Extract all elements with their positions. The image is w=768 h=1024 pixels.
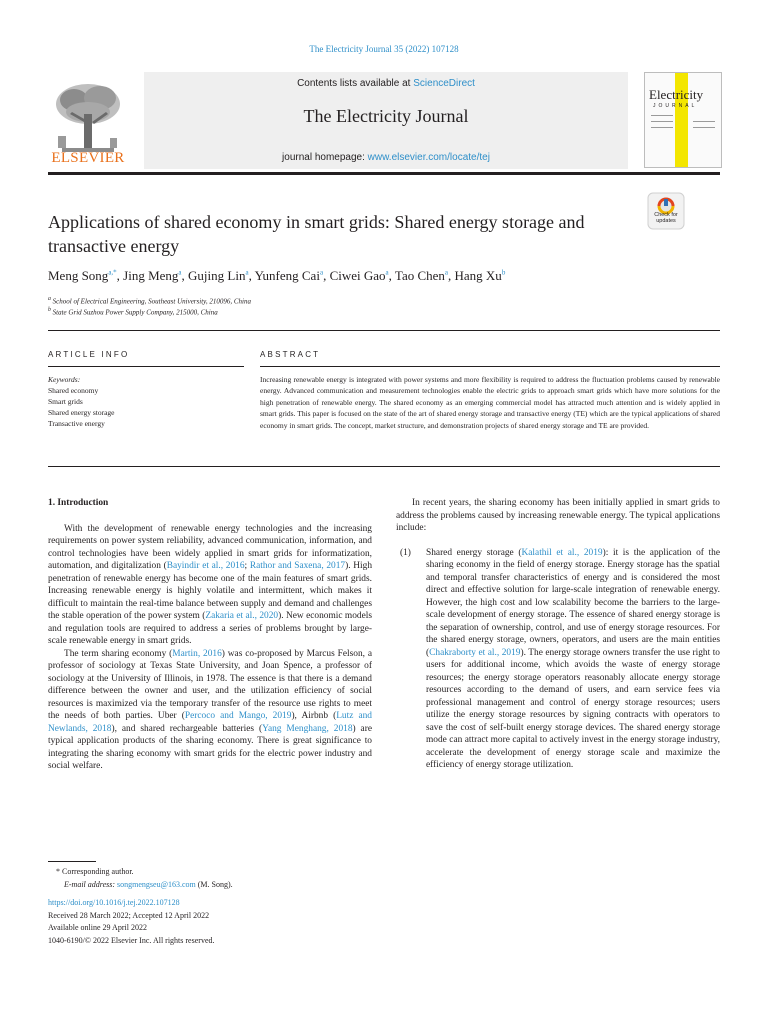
elsevier-wordmark: ELSEVIER <box>51 150 125 166</box>
sciencedirect-link[interactable]: ScienceDirect <box>413 78 475 89</box>
check-label-line2: updates <box>656 218 676 224</box>
check-for-updates-label[interactable] <box>640 212 692 224</box>
citation-link[interactable]: Percoco and Mango, 2019 <box>184 711 292 721</box>
list-item <box>396 547 720 772</box>
contents-prefix: Contents lists available at <box>297 78 414 89</box>
author-list: Meng Song$^{a,*}$, Jing Meng$^a$, Gujing Lin$^a$, Yunfeng Cai$^a$, Ciwei Gao$^a$, Tao Chen$^a$, Hang Xu$^b$ <box>48 268 506 283</box>
author[interactable]: Ciwei Gao$^a$ <box>329 268 389 283</box>
received-date: Received 28 March 2022; Accepted 12 April 2022 <box>48 910 210 920</box>
author[interactable]: Jing Meng$^a$ <box>123 268 182 283</box>
header-divider <box>48 330 720 331</box>
email-link[interactable]: songmengseu@163.com <box>117 879 196 889</box>
paragraph: With the development of renewable energy technologies and the increasing requirements on power system reliability, advanced communication, information, and control technologies have been widely applied in smart grids for informatization, automation, and digitalization (Bayindir et al., 2016; Rathor and Saxena, 2017). High penetration of renewable energy has become one of the main features of smart grids. Increasing renewable energy is highly volatile and intermittent, which makes it difficult to maintain the real-time balance between supply and demand and challenges the stable operation of the power system (Zakaria et al., 2020). New economic models and regulation tools are required to address a series of problems brought by large-scale renewable energy in smart grids. <box>48 523 373 646</box>
check-label-line1: Check for <box>654 212 678 218</box>
article-title: Applications of shared economy in smart grids: Shared energy storage and transactive energy <box>48 212 585 256</box>
email-line: E-mail address: songmengseu@163.com (M. Song). <box>64 879 233 889</box>
citation-link[interactable]: Chakraborty et al., 2019 <box>429 647 521 658</box>
keyword: Transactive energy <box>48 419 105 428</box>
author[interactable]: Meng Song$^{a,*}$ <box>48 268 117 283</box>
footnote-rule <box>48 861 96 862</box>
keyword: Smart grids <box>48 397 83 406</box>
cover-subtitle: JOURNAL <box>653 103 698 109</box>
abstract-text: Increasing renewable energy is integrated with power systems and more flexibility is required to address the fluctuation problems caused by renewable energy. Advanced communication and measurement technologies enable the electric grids to approach smart grids which have more solutions for the high penetration of renewable energy. The shared economy as an emerging commercial model has attracted much attention and is widely applied in smart grids. This paper is focused on the state of the art of shared energy storage and transactive energy (TE) which are the typical applications of shared economy in smart grids. The concept, market structure, and demonstration projects of shared energy storage and TE are provided. <box>260 375 720 430</box>
keyword: Shared economy <box>48 386 99 395</box>
paragraph: The term sharing economy (Martin, 2016) was co-proposed by Marcus Felson, a professor of sociology at Texas State University, and Joan Spence, a professor of sociology at the University of Illinois, in 1978. The essence is that there is a demand difference between the owner and user, and the utilization efficiency of social resources is maximized via the temporary transfer of the resource use rights to meet the needs of both parties. Uber (Percoco and Mango, 2019), Airbnb (Lutz and Newlands, 2018), and shared rechargeable batteries (Yang Menghang, 2018) are typical application products of the sharing economy. There is great significance to integrating the sharing economy with smart grids for the electric power industry and social welfare. <box>48 648 372 771</box>
running-header[interactable]: The Electricity Journal 35 (2022) 107128 <box>309 44 459 54</box>
contents-line <box>144 78 628 89</box>
list-number: (1) <box>400 547 411 558</box>
copyright: 1040-6190/© 2022 Elsevier Inc. All rights reserved. <box>48 935 215 945</box>
citation-link[interactable]: Rathor and Saxena, 2017 <box>249 561 346 571</box>
article-info-heading: ARTICLE INFO <box>48 350 130 359</box>
check-for-updates-icon[interactable] <box>647 192 685 230</box>
author[interactable]: Yunfeng Cai$^a$ <box>254 268 324 283</box>
masthead-rule <box>48 172 720 175</box>
cover-title: Electricity <box>649 87 704 102</box>
corresponding-author-note: * Corresponding author. <box>56 867 134 876</box>
body-right-column <box>396 497 720 772</box>
homepage-prefix: journal homepage: <box>282 152 368 163</box>
journal-cover-thumbnail[interactable] <box>644 72 722 168</box>
author[interactable]: Hang Xu$^b$ <box>454 268 506 283</box>
citation-link[interactable]: Martin, 2016 <box>172 648 222 659</box>
list-item-body: Shared energy storage (Kalathil et al., 2019): it is the application of the sharing economy in the field of energy storage. Energy storage has the spatial and temporal transfer characteristics of energy and is considered the most direct and effective solution for large-scale integration of renewable energy. However, the high cost and low scalability become the barriers to the large-scale development of energy storage. The essence of shared energy storage is the separation of ownership, control, and use of energy storage resources. For the shared energy storage, owners, operators, and users are the main entities (Chakraborty et al., 2019). The energy storage owners transfer the use right to users for additional income, which avoids the waste of energy storage resources; the energy storage operators reasonably allocate energy storage resources according to the demand of users, and earn service fees via professional management and control of energy storage resources; users utilize the energy storage resources by signing contracts with operators to save the cost of self-built energy storage devices. The shared energy storage mode can attract more capital to actively invest in the energy storage industry, accelerate the development of energy storage scale and maximize the efficiency of energy storage utilization. <box>426 547 720 770</box>
journal-homepage-link[interactable]: www.elsevier.com/locate/tej <box>367 152 490 163</box>
citation-link[interactable]: Lutz and Newlands, 2018 <box>48 711 372 734</box>
journal-title: The Electricity Journal <box>303 106 469 126</box>
affiliation: $^b$ State Grid Suzhou Power Supply Company, 215000, China <box>48 307 218 317</box>
citation-link[interactable]: Zakaria et al., 2020 <box>205 611 279 621</box>
affiliation: $^a$ School of Electrical Engineering, Southeast University, 210096, China <box>48 296 251 306</box>
author[interactable]: Tao Chen$^a$ <box>394 268 449 283</box>
author[interactable]: Gujing Lin$^a$ <box>188 268 249 283</box>
section-title-introduction: 1. Introduction <box>48 498 109 508</box>
paragraph: In recent years, the sharing economy has been initially applied in smart grids to address the problems caused by increasing renewable energy. The typical applications include: <box>396 498 720 533</box>
body-left-column <box>48 497 372 773</box>
abstract-rule <box>260 366 720 367</box>
abstract-bottom-rule <box>48 466 720 467</box>
citation-link[interactable]: Kalathil et al., 2019 <box>521 547 603 558</box>
footnotes <box>48 866 720 947</box>
abstract-heading: ABSTRACT <box>260 350 321 359</box>
article-info-rule <box>48 366 244 367</box>
online-date: Available online 29 April 2022 <box>48 923 147 932</box>
keywords-label: Keywords: <box>48 375 81 384</box>
keywords-block <box>48 374 244 429</box>
doi-link[interactable]: https://doi.org/10.1016/j.tej.2022.107128 <box>48 898 180 907</box>
citation-link[interactable]: Bayindir et al., 2016 <box>166 561 245 571</box>
homepage-line <box>144 152 628 163</box>
keyword: Shared energy storage <box>48 408 115 417</box>
citation-link[interactable]: Yang Menghang, 2018 <box>262 723 353 734</box>
